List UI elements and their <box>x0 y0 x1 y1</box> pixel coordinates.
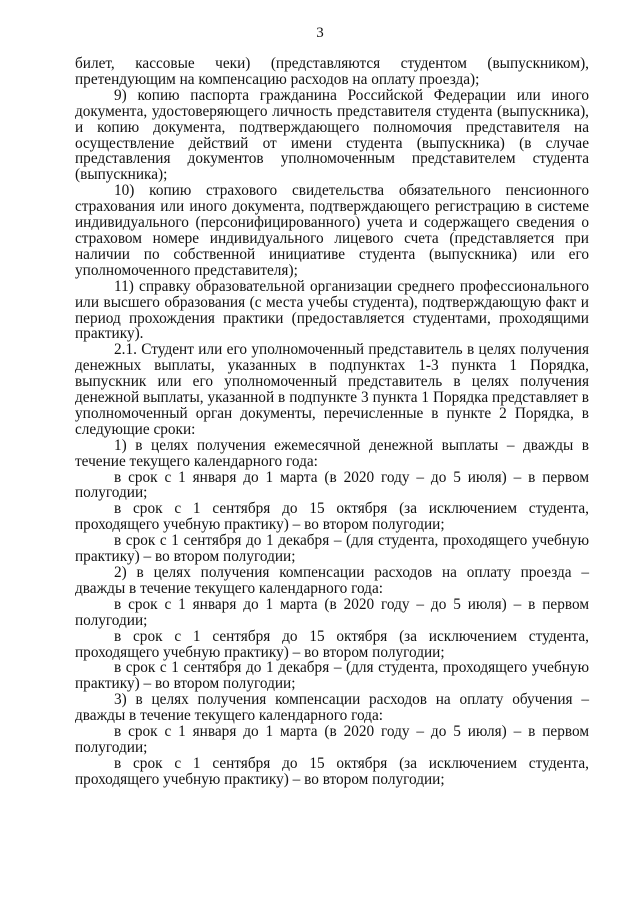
paragraph-item-9: 9) копию паспорта гражданина Российской Федерации или иного документа, удостоверяющего личность представителя студента (выпускника), и копию документа, подтверждающего полномочия представителя на осуществление действий от имени студента (выпускника) (в случае представления документов уполномоченным представителем студента (выпускника); <box>75 86 589 184</box>
paragraph-subitem-2: 2) в целях получения компенсации расходов на оплату проезда – дважды в течение текущего календарного года: <box>75 564 589 597</box>
paragraph-deadline: в срок с 1 сентября до 15 октября (за исключением студента, проходящего учебную практику) – во втором полугодии; <box>75 500 589 534</box>
paragraph-deadline: в срок с 1 января до 1 марта (в 2020 году – до 5 июля) – в первом полугодии; <box>75 468 589 502</box>
document-body <box>75 56 589 788</box>
paragraph-deadline: в срок с 1 сентября до 1 декабря – (для студента, проходящего учебную практику) – во втором полугодии; <box>75 532 589 566</box>
paragraph-section-2-1: 2.1. Студент или его уполномоченный представитель в целях получения денежных выплаты, указанных в подпунктах 1-3 пункта 1 Порядка, выпускник или его уполномоченный представитель в целях получения денежной выплаты, указанной в подпункте 3 пункта 1 Порядка представляет в уполномоченный орган документы, перечисленные в пункте 2 Порядка, в следующие сроки: <box>75 341 589 438</box>
paragraph-continuation: билет, кассовые чеки) (представляются студентом (выпускником), претендующим на компенсацию расходов на оплату проезда); <box>75 55 589 88</box>
page-number: 3 <box>316 25 324 41</box>
paragraph-subitem-1: 1) в целях получения ежемесячной денежной выплаты – дважды в течение текущего календарного года: <box>75 436 589 470</box>
paragraph-item-10: 10) копию страхового свидетельства обязательного пенсионного страхования или иного документа, подтверждающего регистрацию в системе индивидуального (персонифицированного) учета и содержащего сведения о страховом номере индивидуального лицевого счета (представляется при наличии по собственной инициативе студента (выпускника) или его уполномоченного представителя); <box>75 182 589 279</box>
paragraph-deadline: в срок с 1 сентября до 1 декабря – (для студента, проходящего учебную практику) – во втором полугодии; <box>75 659 589 693</box>
paragraph-deadline: в срок с 1 января до 1 марта (в 2020 году – до 5 июля) – в первом полугодии; <box>75 723 589 756</box>
paragraph-deadline: в срок с 1 января до 1 марта (в 2020 году – до 5 июля) – в первом полугодии; <box>75 595 589 629</box>
paragraph-subitem-3: 3) в целях получения компенсации расходов на оплату обучения – дважды в течение текущего календарного года: <box>75 691 589 725</box>
paragraph-deadline: в срок с 1 сентября до 15 октября (за исключением студента, проходящего учебную практику) – во втором полугодии; <box>75 754 589 788</box>
paragraph-item-11: 11) справку образовательной организации среднего профессионального или высшего образования (с места учебы студента), подтверждающую факт и период прохождения практики (предоставляется студентами, проходящими практику). <box>75 277 589 343</box>
paragraph-deadline: в срок с 1 сентября до 15 октября (за исключением студента, проходящего учебную практику) – во втором полугодии; <box>75 627 589 661</box>
